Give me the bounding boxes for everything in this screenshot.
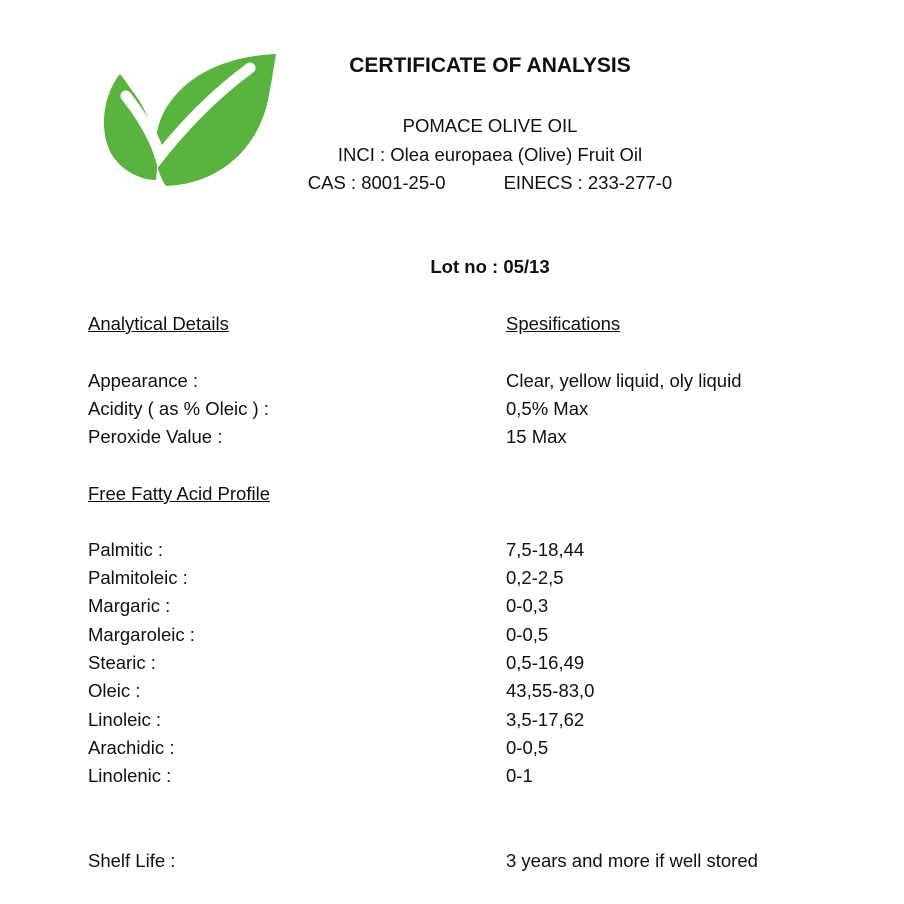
product-name: POMACE OLIVE OIL: [402, 115, 578, 136]
palmitic-value: 7,5-18,44: [506, 539, 585, 560]
oleic-value: 43,55-83,0: [506, 680, 595, 701]
arachidic-label: Arachidic :: [88, 737, 175, 758]
appearance-label: Appearance :: [88, 370, 199, 391]
shelf-life-label: Shelf Life :: [88, 850, 176, 871]
stearic-value: 0,5-16,49: [506, 652, 585, 673]
acidity-value: 0,5% Max: [506, 398, 589, 419]
linolenic-value: 0-1: [506, 765, 533, 786]
margaric-value: 0-0,3: [506, 595, 549, 616]
linoleic-label: Linoleic :: [88, 709, 162, 730]
stearic-label: Stearic :: [88, 652, 156, 673]
inci-line: INCI : Olea europaea (Olive) Fruit Oil: [337, 144, 643, 165]
einecs-number: EINECS : 233-277-0: [503, 172, 673, 193]
peroxide-label: Peroxide Value :: [88, 426, 223, 447]
palmitic-label: Palmitic :: [88, 539, 164, 560]
appearance-value: Clear, yellow liquid, oly liquid: [506, 370, 742, 391]
shelf-life-value: 3 years and more if well stored: [506, 850, 758, 871]
palmitoleic-label: Palmitoleic :: [88, 567, 188, 588]
margaroleic-label: Margaroleic :: [88, 624, 195, 645]
specifications-heading: Spesifications: [506, 313, 621, 334]
lot-number: Lot no : 05/13: [430, 256, 550, 277]
margaric-label: Margaric :: [88, 595, 171, 616]
analytical-details-heading: Analytical Details: [88, 313, 229, 334]
palmitoleic-value: 0,2-2,5: [506, 567, 564, 588]
cas-einecs-line: [0, 172, 904, 194]
cas-number: CAS : 8001-25-0: [307, 172, 446, 193]
acidity-label: Acidity ( as % Oleic ) :: [88, 398, 269, 419]
oleic-label: Oleic :: [88, 680, 141, 701]
document-title: CERTIFICATE OF ANALYSIS: [349, 54, 631, 77]
ffa-heading: Free Fatty Acid Profile: [88, 483, 270, 504]
margaroleic-value: 0-0,5: [506, 624, 549, 645]
linoleic-value: 3,5-17,62: [506, 709, 585, 730]
arachidic-value: 0-0,5: [506, 737, 549, 758]
linolenic-label: Linolenic :: [88, 765, 172, 786]
peroxide-value: 15 Max: [506, 426, 567, 447]
